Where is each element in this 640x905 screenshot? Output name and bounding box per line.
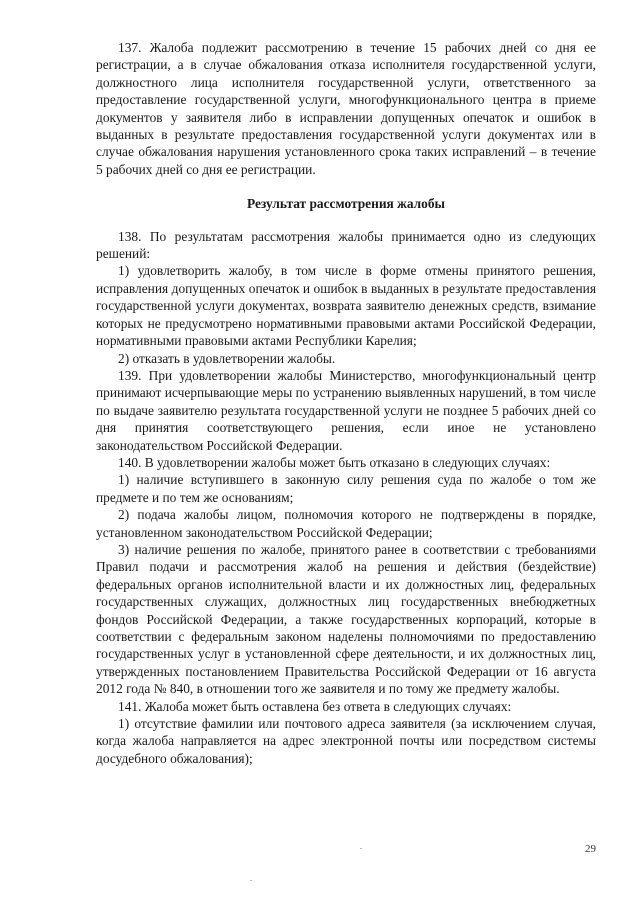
paragraph-141: 141. Жалоба может быть оставлена без ответа в следующих случаях:: [118, 698, 512, 714]
paragraph-138: 138. По результатам рассмотрения жалобы принимается одно из следующих решений:: [96, 228, 596, 262]
paragraph-140-item-1: 1) наличие вступившего в законную силу решения суда по жалобе о том же предмете и по тем же основаниям;: [96, 472, 596, 505]
page-number: 29: [585, 843, 596, 855]
scan-speck: [360, 848, 362, 849]
section-heading: Результат рассмотрения жалобы: [246, 196, 446, 212]
paragraph-140-item-2: 2) подача жалобы лицом, полномочия которого не подтверждены в порядке, установленном законодательством Российской Федерации;: [96, 507, 596, 540]
paragraph-141-item-1: 1) отсутствие фамилии или почтового адреса заявителя (за исключением случая, когда жалоба направляется на адрес электронной почты или посредством системы досудебного обжалования);: [96, 716, 596, 766]
paragraph-140: 140. В удовлетворении жалобы может быть отказано в следующих случаях:: [118, 454, 551, 470]
scan-speck: [250, 880, 252, 881]
document-body: [96, 39, 596, 767]
paragraph-140-item-3: 3) наличие решения по жалобе, принятого ранее в соответствии с требованиями Правил подачи и рассмотрения жалоб на решения и действия (бездействие) федеральных органов исполнительной власти и их должностных лиц, федеральных государственных служащих, должностных лиц государственных внебюджетных фондов Российской Федерации, а также государственных корпораций, которые в соответствии с федеральным законом наделены полномочиями по предоставлению государственных услуг в установленной сфере деятельности, и их должностных лиц, утвержденных постановлением Правительства Российской Федерации от 16 августа 2012 года № 840, в отношении того же заявителя и по тому же предмету жалобы.: [96, 541, 596, 697]
paragraph-138-item-1: 1) удовлетворить жалобу, в том числе в форме отмены принятого решения, исправления допущенных опечаток и ошибок в выданных в результате предоставления государственной услуги документах, возврата заявителю денежных средств, взимание которых не предусмотрено нормативными правовыми актами Российской Федерации, нормативными правовыми актами Республики Карелия;: [96, 263, 596, 349]
paragraph-138-item-2: 2) отказать в удовлетворении жалобы.: [118, 350, 336, 366]
paragraph-137: 137. Жалоба подлежит рассмотрению в течение 15 рабочих дней со дня ее регистрации, а в случае обжалования отказа исполнителя государственной услуги, должностного лица исполнителя государственной услуги, ответственного за предоставление государственной услуги, многофункционального центра в приеме документов у заявителя либо в исправлении допущенных опечаток и ошибок в выданных в результате предоставления государственной услуги документах или в случае обжалования нарушения установленного срока таких исправлений – в течение 5 рабочих дней со дня ее регистрации.: [96, 40, 596, 177]
paragraph-139: 139. При удовлетворении жалобы Министерство, многофункциональный центр принимают исчерпывающие меры по устранению выявленных нарушений, в том числе по выдаче заявителю результата государственной услуги не позднее 5 рабочих дней со дня принятия соответствующего решения, если иное не установлено законодательством Российской Федерации.: [96, 367, 596, 453]
